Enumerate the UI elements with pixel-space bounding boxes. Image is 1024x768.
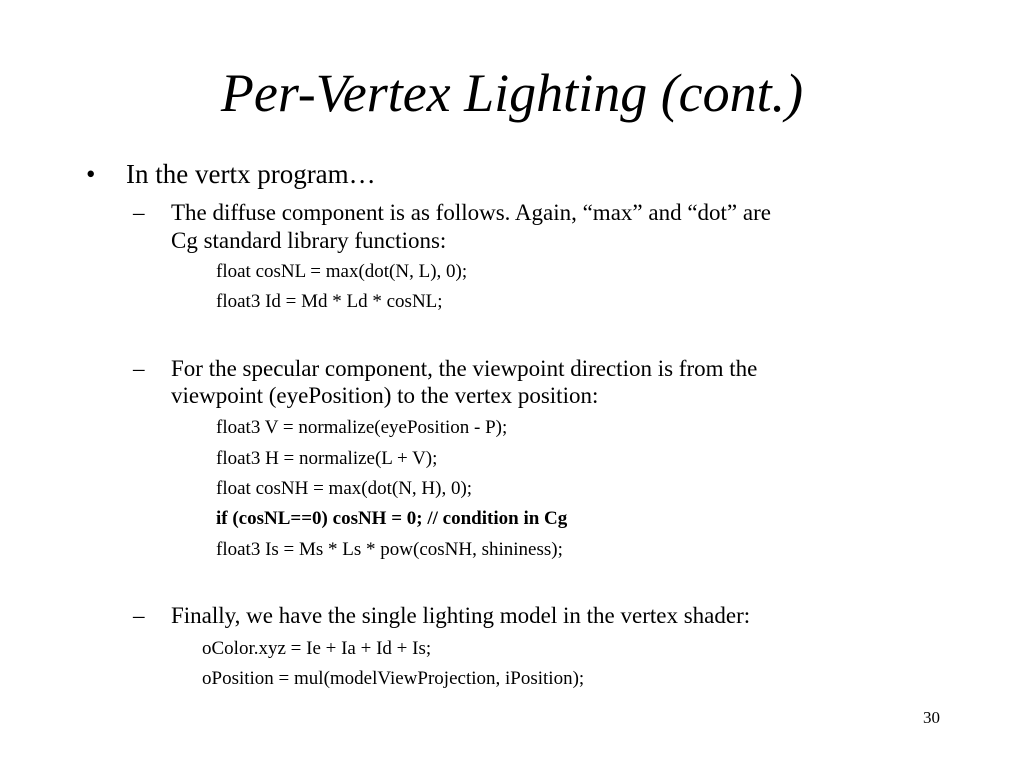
diffuse-line-2: Cg standard library functions: [171, 228, 447, 253]
final-line-1: Finally, we have the single lighting model in the vertex shader: [171, 603, 751, 628]
specular-line-2: viewpoint (eyePosition) to the vertex position: [171, 383, 599, 408]
code-line-condition: if (cosNL==0) cosNH = 0; // condition in Cg [216, 508, 568, 529]
specular-line-1: For the specular component, the viewpoint direction is from the [171, 356, 758, 381]
code-line-oposition: oPosition = mul(modelViewProjection, iPosition); [202, 668, 585, 689]
code-line-is: float3 Is = Ms * Ls * pow(cosNH, shininess); [216, 539, 563, 560]
code-line-h: float3 H = normalize(L + V); [216, 448, 438, 469]
code-line-v: float3 V = normalize(eyePosition - P); [216, 417, 508, 438]
slide-title: Per-Vertex Lighting (cont.) [220, 63, 804, 123]
bullet-text: In the vertx program… [126, 159, 376, 189]
dash-mark: – [133, 200, 145, 225]
code-line-id: float3 Id = Md * Ld * cosNL; [216, 291, 443, 312]
dash-mark: – [133, 356, 145, 381]
code-line-cosnl: float cosNL = max(dot(N, L), 0); [216, 261, 468, 282]
page-number: 30 [923, 708, 940, 727]
diffuse-line-1: The diffuse component is as follows. Again, “max” and “dot” are [171, 200, 771, 225]
bullet-mark: • [86, 159, 96, 189]
code-line-cosnh: float cosNH = max(dot(N, H), 0); [216, 478, 473, 499]
code-line-ocolor: oColor.xyz = Ie + Ia + Id + Is; [202, 638, 432, 659]
dash-mark: – [133, 603, 145, 628]
